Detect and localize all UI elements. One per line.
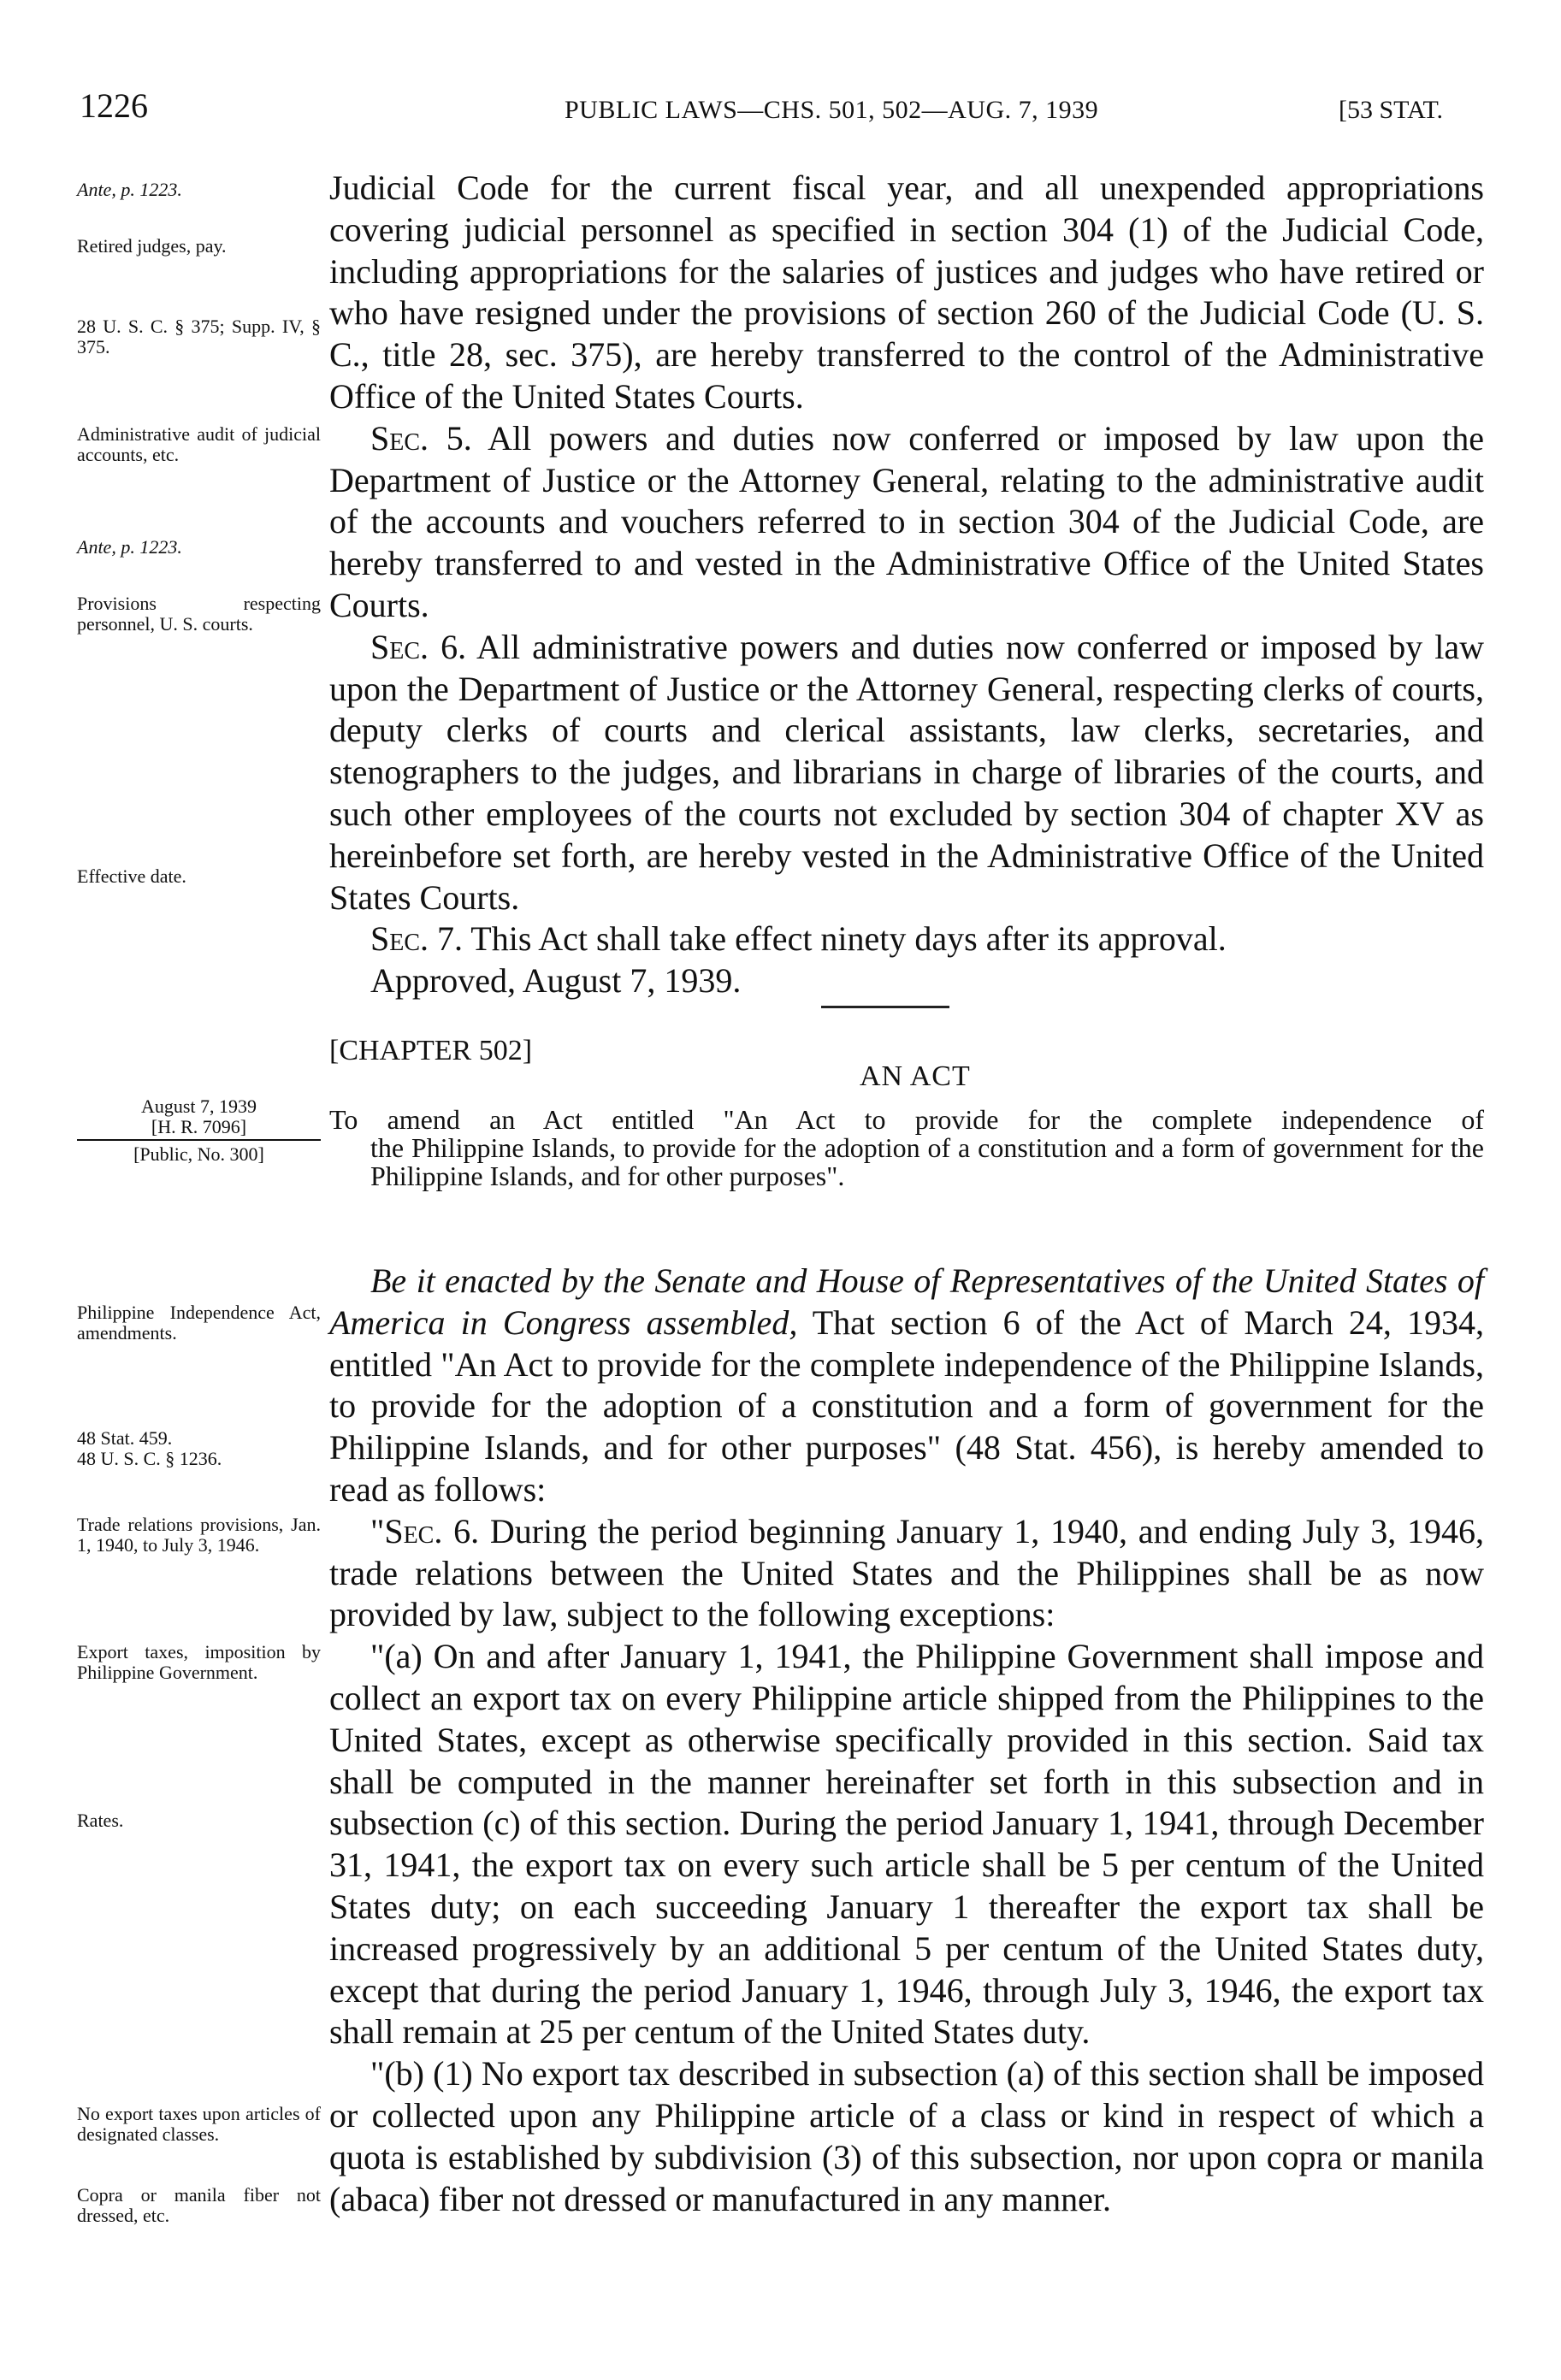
act-title <box>329 1106 1484 1190</box>
body-lower <box>329 1261 1484 2220</box>
enacting-rest: That section 6 of the Act of March 24, 1934, entitled "An Act to provide for the complete independence of the Philippine Islands, to provide for the adoption of a constitution and a form of government for the Philippine Islands, and for other purposes" (48 Stat. 456), is hereby amended to read as follows: <box>329 1302 1485 1509</box>
margin-note-provisions: Provisions respecting personnel, U. S. courts. <box>77 593 321 635</box>
approved-line: Approved, August 7, 1939. <box>370 961 742 1001</box>
quoted-sec-6-text: During the period beginning January 1, 1940, and ending July 3, 1946, trade relations between the United States and the Philippines shall be as now provided by law, subject to the following exceptions: <box>329 1511 1484 1634</box>
chapter-divider <box>821 1006 949 1008</box>
act-title-line-1: To amend an Act entitled "An Act to provide for the complete independence of <box>329 1104 1484 1135</box>
page-header <box>0 86 1561 137</box>
paragraph-appropriations: Judicial Code for the current fiscal year, and all unexpended appropriations covering judicial personnel as specified in section 304 (1) of the Judicial Code, including appropriations for the salaries of justices and judges who have retired or who have resigned under the provisions of section 260 of the Judicial Code (U. S. C., title 28, sec. 375), are hereby transferred to the control of the Administrative Office of the United States Courts. <box>329 168 1484 416</box>
margin-note-ante-2: Ante, p. 1223. <box>77 536 182 558</box>
margin-note-trade: Trade relations provisions, Jan. 1, 1940, to July 3, 1946. <box>77 1514 321 1556</box>
margin-note-rates: Rates. <box>77 1810 124 1831</box>
running-head: PUBLIC LAWS—CHS. 501, 502—AUG. 7, 1939 <box>565 96 1099 124</box>
margin-note-hr: [H. R. 7096] <box>77 1117 321 1141</box>
paragraph-enacting <box>329 1261 1484 1511</box>
paragraph-sec-7 <box>329 918 1484 960</box>
sec-6-text: All administrative powers and duties now conferred or imposed by law upon the Department of Justice or the Attorney General, respecting clerks of courts, deputy clerks of courts and clerical assistants, law clerks, secretaries, and stenographers to the judges, and librarians in charge of libraries of the courts, and such other employees of the courts not excluded by section 304 of chapter XV as hereinbefore set forth, are hereby vested in the Administrative Office of the United States Courts. <box>329 627 1485 917</box>
margin-note-usc-375: 28 U. S. C. § 375; Supp. IV, § 375. <box>77 316 321 357</box>
margin-note-admin-audit: Administrative audit of judicial accounts, etc. <box>77 423 321 465</box>
body-upper <box>329 168 1484 1002</box>
paragraph-sec-6 <box>329 627 1484 919</box>
quoted-sec-6-label: "Sec. 6. <box>370 1511 480 1550</box>
paragraph-sec-5 <box>329 418 1484 627</box>
sec-7-label: Sec. 7. <box>370 919 464 959</box>
margin-note-export: Export taxes, imposition by Philippine Government. <box>77 1641 321 1683</box>
margin-note-effective-date: Effective date. <box>77 865 186 887</box>
margin-note-date: August 7, 1939 <box>140 1096 257 1117</box>
margin-note-retired-judges: Retired judges, pay. <box>77 235 227 257</box>
sec-5-text: All powers and duties now conferred or imposed by law upon the Department of Justice or the Attorney General, relating to the administrative audit of the accounts and vouchers referred to in section 304 of the Judicial Code, are hereby transferred to and vested in the Administrative Office of the United States Courts. <box>329 418 1484 624</box>
page-number: 1226 <box>80 86 148 125</box>
sec-7-text: This Act shall take effect ninety days after its approval. <box>463 919 1227 959</box>
margin-note-public: [Public, No. 300] <box>133 1143 264 1165</box>
paragraph-quoted-sec-6 <box>329 1511 1484 1636</box>
act-title-rest: the Philippine Islands, to provide for the adoption of a constitution and a form of government for the Philippine Islands, and for other purposes". <box>370 1132 1484 1191</box>
an-act-heading: AN ACT <box>860 1060 971 1092</box>
paragraph-subsection-a: "(a) On and after January 1, 1941, the Philippine Government shall impose and collect an export tax on every Philippine article shipped from the Philippines to the United States, except as otherwise specifically provided in this section. Said tax shall be computed in the manner hereinafter set forth in this subsection and in subsection (c) of this section. During the period January 1, 1941, through December 31, 1941, the export tax on every such article shall be 5 per centum of the United States duty; on each succeeding January 1 thereafter the export tax shall be increased progressively by an additional 5 per centum of the United States duty, except that during the period January 1, 1946, through July 3, 1946, the export tax shall remain at 25 per centum of the United States duty. <box>329 1637 1484 2052</box>
chapter-heading: [CHAPTER 502] <box>329 1035 533 1066</box>
enacting-clause: Be it enacted by the Senate and House of Representatives of the United States of America in Congress assembled, <box>329 1261 1484 1342</box>
margin-note-ante-1: Ante, p. 1223. <box>77 179 182 200</box>
margin-note-philippine: Philippine Independence Act, amendments. <box>77 1302 321 1344</box>
margin-note-no-export: No export taxes upon articles of designated classes. <box>77 2103 321 2145</box>
sec-5-label: Sec. 5. <box>370 418 472 458</box>
paragraph-subsection-b: "(b) (1) No export tax described in subsection (a) of this section shall be imposed or collected upon any Philippine article of a class or kind in respect of which a quota is established by subdivision (3) of this subsection, nor upon copra or manila (abaca) fiber not dressed or manufactured in any manner. <box>329 2054 1484 2218</box>
statute-volume: [53 STAT. <box>1339 96 1444 124</box>
margin-note-stat-459: 48 Stat. 459. <box>77 1427 173 1449</box>
sec-6-label: Sec. 6. <box>370 627 467 666</box>
margin-note-copra: Copra or manila fiber not dressed, etc. <box>77 2184 321 2226</box>
margin-note-usc-1236: 48 U. S. C. § 1236. <box>77 1448 222 1469</box>
